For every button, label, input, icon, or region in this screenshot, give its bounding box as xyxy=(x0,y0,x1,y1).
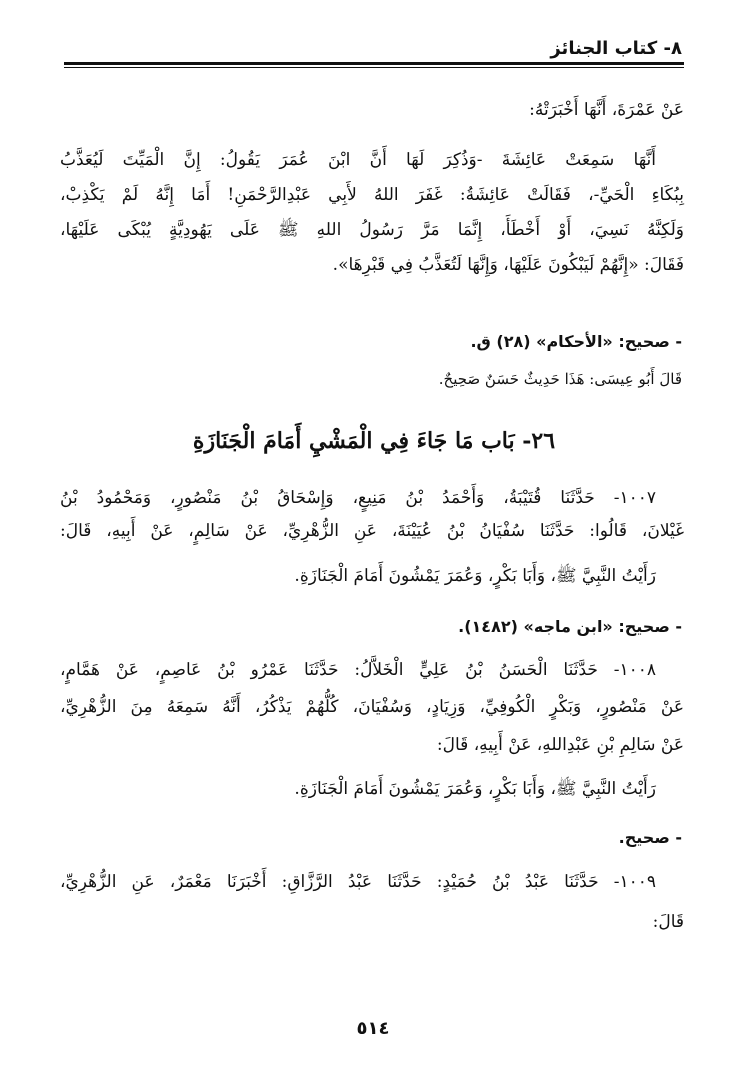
hadith-line: رَأَيْتُ النَّبِيَّ ﷺ، وَأَبَا بَكْرٍ، وَعُمَرَ يَمْشُونَ أَمَامَ الْجَنَازَةِ. xyxy=(294,566,656,586)
hadith-line: رَأَيْتُ النَّبِيَّ ﷺ، وَأَبَا بَكْرٍ، وَعُمَرَ يَمْشُونَ أَمَامَ الْجَنَازَةِ. xyxy=(294,779,656,799)
text-line: أَنَّهَا سَمِعَتْ عَائِشَةَ -وَذُكِرَ لَهَا أَنَّ ابْنَ عُمَرَ يَقُولُ: إِنَّ الْمَيِّتَ لَيُعَذَّبُ xyxy=(60,150,656,170)
text-line: عَنْ عَمْرَةَ، أَنَّهَا أَخْبَرَتْهُ: xyxy=(529,100,684,120)
hadith-grade: - صحيح: «الأحكام» (٢٨) ق. xyxy=(470,332,682,351)
page-number: ٥١٤ xyxy=(356,1018,390,1039)
hadith-line: ١٠٠٩- حَدَّثَنَا عَبْدُ بْنُ حُمَيْدٍ: حَدَّثَنَا عَبْدُ الرَّزَّاقِ: أَخْبَرَنَا مَعْمَرٌ، عَنِ الزُّهْرِيِّ، xyxy=(60,872,656,892)
chapter-heading: ٢٦- بَاب مَا جَاءَ فِي الْمَشْيِ أَمَامَ الْجَنَازَةِ xyxy=(192,428,556,454)
text-line: وَلَكِنَّهُ نَسِيَ، أَوْ أَخْطَأَ، إِنَّمَا مَرَّ رَسُولُ اللهِ ﷺ عَلَى يَهُودِيَّةٍ يُبْكَى عَلَيْهَا، xyxy=(60,220,684,240)
running-title: ٨- كتاب الجنائز xyxy=(550,38,682,59)
author-note: قَالَ أَبُو عِيسَى: هَذَا حَدِيثٌ حَسَنٌ صَحِيحٌ. xyxy=(438,370,682,388)
hadith-line: عَنْ سَالِمِ بْنِ عَبْدِاللهِ، عَنْ أَبِيهِ، قَالَ: xyxy=(436,735,684,755)
text-line: بِبُكَاءِ الْحَيِّ-، فَقَالَتْ عَائِشَةُ: غَفَرَ اللهُ لأَبِي عَبْدِالرَّحْمَنِ! أَمَا إِنَّهُ لَمْ يَكْذِبْ، xyxy=(60,185,684,205)
hadith-line: قَالَ: xyxy=(652,912,684,932)
hadith-grade: - صحيح: «ابن ماجه» (١٤٨٢). xyxy=(458,617,682,636)
hadith-line: ١٠٠٨- حَدَّثَنَا الْحَسَنُ بْنُ عَلِيٍّ الْخَلاَّلُ: حَدَّثَنَا عَمْرُو بْنُ عَاصِمٍ، عَنْ هَمَّامٍ، xyxy=(60,660,656,680)
header-rule-thick xyxy=(64,62,684,65)
header-rule-thin xyxy=(64,67,684,68)
text-line: فَقَالَ: «إِنَّهُمْ لَيَبْكُونَ عَلَيْهَا، وَإِنَّهَا لَتُعَذَّبُ فِي قَبْرِهَا». xyxy=(332,255,684,275)
hadith-line: عَنْ مَنْصُورٍ، وَبَكْرٍ الْكُوفِيِّ، وَزِيَادٍ، وَسُفْيَانَ، كُلُّهُمْ يَذْكُرُ، أَنَّهُ سَمِعَهُ مِنَ الزُّهْرِيِّ، xyxy=(60,697,684,717)
hadith-line: ١٠٠٧- حَدَّثَنَا قُتَيْبَةُ، وَأَحْمَدُ بْنُ مَنِيعٍ، وَإِسْحَاقُ بْنُ مَنْصُورٍ، وَمَحْمُودُ بْنُ xyxy=(60,488,656,508)
hadith-grade: - صحيح. xyxy=(618,828,682,847)
hadith-line: غَيْلانَ، قَالُوا: حَدَّثَنَا سُفْيَانُ بْنُ عُيَيْنَةَ، عَنِ الزُّهْرِيِّ، عَنْ سَالِمٍ، عَنْ أَبِيهِ، قَالَ: xyxy=(60,521,684,541)
